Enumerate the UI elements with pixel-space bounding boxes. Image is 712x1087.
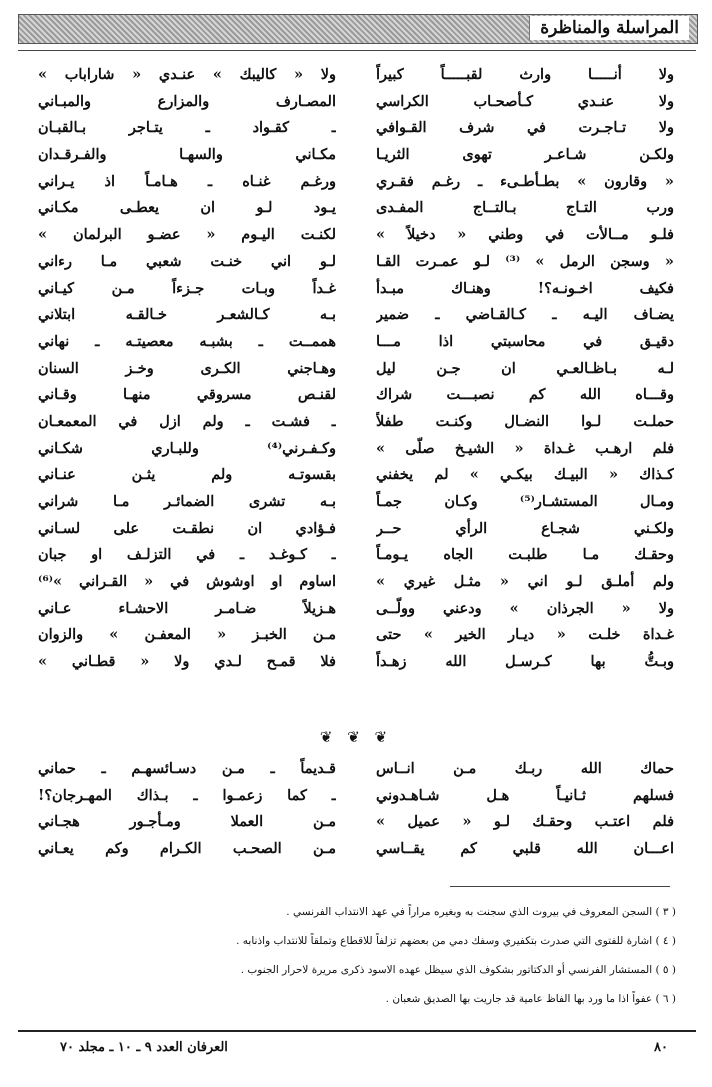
- verse-hemistich-left: ـ كقـواد ـ يتـاجر بـالقبـان: [38, 119, 336, 137]
- footnote-rule: [450, 886, 670, 887]
- verse-hemistich-left: ولا « كاليبك » عنـدي « شاراباب »: [38, 66, 336, 83]
- verse-hemistich-left: ورغـم غنـاه ـ هـامـاً اذ يـراني: [38, 172, 336, 190]
- verse-hemistich-right: فلم ارهـب غـداة « الشيـخ صلّى »: [376, 439, 674, 457]
- verse-hemistich-left: بقسوتـه ولم يثـن عنـاني: [38, 466, 336, 484]
- verse-hemistich-left: وهـاجني الكـرى وخـز السنان: [38, 359, 336, 377]
- verse-hemistich-right: « وسجن الرمل » ⁽³⁾ لـو عمـرت القـا: [376, 252, 674, 270]
- verse-hemistich-left: هممــت ـ بشبـه معصيتـه ـ نهاني: [38, 332, 336, 350]
- verse-hemistich-left: غـداً وبـات جـزءاً مـن كيـاني: [38, 279, 336, 297]
- verse-hemistich-left: مـن الصحـب الكـرام وكم يعـاني: [38, 840, 336, 858]
- verse-hemistich-right: اعـــان الله قلبي كم يقــاسي: [376, 840, 674, 858]
- page-footer: [40, 1038, 676, 1062]
- verse-hemistich-left: يـود لـو ان يعطـى مكـاني: [38, 199, 336, 217]
- journal-info: العرفان العدد ٩ ـ ١٠ ـ مجلد ٧٠: [60, 1040, 228, 1055]
- verse-hemistich-left: بـه تشرى الضمائـر مـا شراني: [38, 493, 336, 510]
- footer-rule: [18, 1030, 696, 1032]
- verse-hemistich-right: لـه بـاظـالعـي ان جـن ليل: [376, 359, 674, 377]
- verse-hemistich-left: مـن الخبـز « المعفـن » والزوان: [38, 626, 336, 644]
- verse-hemistich-right: حماك الله ربـك مـن انــاس: [376, 760, 674, 777]
- verse-hemistich-right: ولكـني شجـاع الرأي حــر: [376, 519, 674, 537]
- verse-hemistich-left: لقنـص مسروقي منهـا وقـاني: [38, 386, 336, 404]
- footnote: ( ٥ ) المستشار الفرنسي أو الدكتاتور بشكوف الذي سيظل عهده الاسود ذكرى مريرة لاحرار الجنوب .: [240, 964, 676, 976]
- poem-second: [38, 756, 674, 863]
- footnote: ( ٦ ) عفواً اذا ما ورد بها الفاظ عامية قد جاريت بها الصديق شعبان .: [385, 993, 676, 1005]
- verse-hemistich-left: مـن العملا ومـأجـور هجـاني: [38, 813, 336, 831]
- verse-hemistich-left: لـو اني خنـت شعبي مـا رءاني: [38, 252, 336, 270]
- verse-hemistich-left: قـديماً ـ مـن دسـائسهـم ـ حماني: [38, 760, 336, 777]
- verse-hemistich-left: ـ فشـت ـ ولم ازل في المعمعـان: [38, 412, 336, 430]
- verse-hemistich-left: المصـارف والمزارع والمبـاني: [38, 92, 336, 110]
- footnotes: [40, 898, 676, 1014]
- verse-hemistich-left: لكنـت اليـوم « عضـو البرلمان »: [38, 226, 336, 244]
- verse-hemistich-right: كـذاك « البيـك بيكـي » لم يخفني: [376, 466, 674, 484]
- section-divider-ornament: ❦ ❦ ❦: [319, 728, 393, 746]
- verse-hemistich-left: مكـاني والسهـا والفـرقـدان: [38, 146, 336, 164]
- header-rule: [18, 50, 696, 51]
- verse-hemistich-right: « وقارون » بطـأطـىء ـ رغـم فقـري: [376, 172, 674, 190]
- verse-hemistich-right: يضـاف اليـه ـ كـالقـاضي ـ ضمير: [376, 306, 674, 324]
- verse-hemistich-left: فـؤادي ان نطقـت على لسـاني: [38, 519, 336, 537]
- verse-hemistich-left: بـه كـالشعـر خـالقـه ابتلاني: [38, 306, 336, 324]
- footnote: ( ٤ ) اشارة للفتوى التي صدرت بتكفيري وسفك دمي من بعضهم تزلفاً للاقطاع وتملقاً للانتداب واذنابه .: [236, 935, 676, 947]
- section-title: المراسلة والمناظرة: [529, 16, 689, 40]
- verse-hemistich-right: فكيف اخـونـه؟! وهنـاك مبـدأ: [376, 279, 674, 297]
- verse-hemistich-right: وحقـك مـا طلبـت الجاه يـومـاً: [376, 546, 674, 564]
- verse-hemistich-left: وكـفـرني⁽⁴⁾ وللبـاري شكـاني: [38, 439, 336, 457]
- verse-hemistich-right: ورب التـاج بـالتــاج المفـدى: [376, 199, 674, 217]
- verse-hemistich-right: ولا أنـــــا وارث لقبـــــاً كبيراً: [376, 66, 674, 83]
- verse-hemistich-right: فلم اعتـب وحقـك لـو « عميل »: [376, 813, 674, 831]
- verse-hemistich-right: حملـت لـوا النضـال وكنـت طفلاً: [376, 412, 674, 430]
- verse-hemistich-right: ولا « الجرذان » ودعني وولّــى: [376, 599, 674, 617]
- verse-hemistich-right: فسلهم ثـانيـاً هـل شـاهـدوني: [376, 786, 674, 804]
- verse-hemistich-left: فلا قمـح لـدي ولا « قطـاني »: [38, 653, 336, 671]
- verse-hemistich-left: ـ كـوغـد ـ في التزلـف او جبان: [38, 546, 336, 564]
- verse-hemistich-right: ولا تـاجـرت في شرف القـوافي: [376, 119, 674, 137]
- verse-hemistich-right: ولم أملـق لـو اني « مثـل غيري »: [376, 573, 674, 591]
- verse-hemistich-right: ولكـن شـاعـر تهوى الثريـا: [376, 146, 674, 164]
- verse-hemistich-right: ومـال المستشـار⁽⁵⁾ وكـان جمـاً: [376, 493, 674, 510]
- verse-hemistich-right: دقيـق في محاسبتي اذا مـــا: [376, 332, 674, 350]
- page-header-banner: [18, 14, 698, 44]
- footnote: ( ٣ ) السجن المعروف في بيروت الذي سجنت به وبغيره مراراً في عهد الانتداب الفرنسي .: [286, 906, 676, 918]
- page-number: ٨٠: [654, 1040, 668, 1055]
- verse-hemistich-right: غـداة خلـت « ديـار الخير » حتى: [376, 626, 674, 644]
- verse-hemistich-right: ولا عنـدي كـأصحـاب الكراسي: [376, 92, 674, 110]
- poem-main: [38, 62, 674, 676]
- verse-hemistich-right: وقـــاه الله كم نصبـــت شراك: [376, 386, 674, 404]
- verse-hemistich-left: ـ كما زعمـوا ـ بـذاك المهـرجان؟!: [38, 786, 336, 804]
- verse-hemistich-left: اساوم او اوشوش في « القـراني »⁽⁶⁾: [38, 573, 336, 591]
- verse-hemistich-right: وبـتُّ بها كـرسـل الله زهـداً: [376, 653, 674, 671]
- verse-hemistich-right: فلـو مــالأت في وطني « دخيلاً »: [376, 226, 674, 244]
- verse-hemistich-left: هـزيلاً ضـامـر الاحشـاء عـاني: [38, 599, 336, 617]
